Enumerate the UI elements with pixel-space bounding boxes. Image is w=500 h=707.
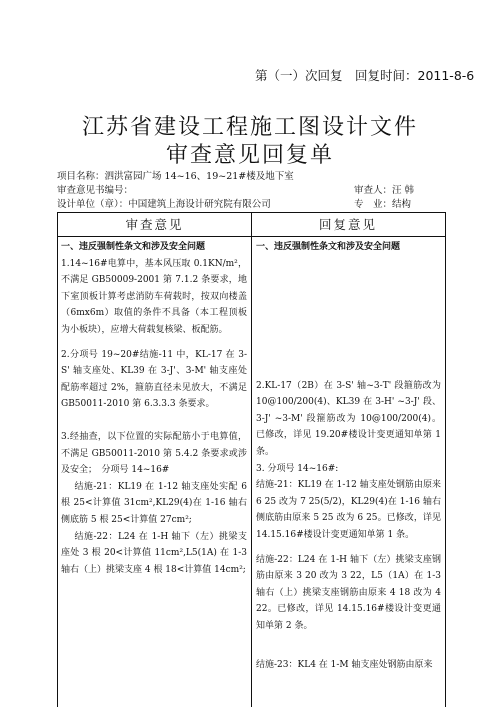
section-heading: 一、违反强制性条文和涉及安全问题 bbox=[61, 242, 206, 252]
reviewer: 审查人：汪 韩 bbox=[354, 185, 415, 196]
project-name: 项目名称：泗洪富园广场 14~16、19~21#楼及地下室 bbox=[57, 171, 294, 182]
reply-item-3-detail-22: 结施-22：L24 在 1-H 轴下（左）挑梁支座钢筋由原来 3 20 改为 3 22，L5（1A）在 1-3 轴右（上）挑梁支座钢筋由原来 4 18 改为 4 22。已修改，详见 14.15.16#楼设计变更通知单第 2 条。 bbox=[256, 554, 441, 631]
reply-item-3-detail-21: 结施-21：KL19 在 1-12 轴支座处钢筋由原来 6 25 改为 7 25(5/2)，KL29(4)在 1-16 轴右侧底筋由原来 5 25 改为 6 25。已修改，详见 14.15.16#楼设计变更通知单第 1 条。 bbox=[256, 480, 441, 540]
reply-item-3: 3. 分项号 14~16#: bbox=[256, 463, 339, 474]
review-item-3-detail-22: 结施-22：L24 在 1-H 轴下（左）挑梁支座处 3 根 20<计算值 11cm²,L5(1A) 在 1-3 轴右（上）挑梁支座 4 根 18<计算值 14cm²; bbox=[61, 531, 247, 575]
reply-item-3-detail-23: 结施-23：KL4 在 1-M 轴支座处钢筋由原来 bbox=[256, 659, 433, 670]
design-unit: 设计单位（章）：中国建筑上海设计研究院有限公司 bbox=[57, 199, 271, 210]
review-item-1: 1.14~16#电算中，基本风压取 0.1KN/m²，不满足 GB50009-2001 第 7.1.2 条要求，地下室顶板计算考虑消防车荷载时，按双向楼盖（6mx6m）取值的条件不具备（本工程顶板为小板块），应增大荷载复核梁、板配筋。 bbox=[61, 258, 247, 335]
document-subtitle: 审查意见回复单 bbox=[165, 143, 334, 168]
section-heading: 一、违反强制性条文和涉及安全问题 bbox=[256, 242, 401, 252]
review-item-3-detail-21: 结施-21：KL19 在 1-12 轴支座处实配 6 根 25<计算值 31cm²,KL29(4)在 1-16 轴右侧底筋 5 根 25<计算值 27cm²; bbox=[61, 481, 247, 525]
reply-round-and-date: 第（一）次回复 回复时间：2011-8-6 bbox=[255, 68, 475, 83]
header-divider bbox=[58, 236, 445, 237]
review-opinion-header: 审查意见 bbox=[125, 217, 184, 232]
review-opinion-column bbox=[61, 239, 247, 578]
reply-item-2: 2.KL-17（2B）在 3-S' 轴~3-T' 段箍筋改为 10@100/200(4)、KL39 在 3-H' ~3-J' 段、3-J' ~3-M' 段箍筋改为 10@100/200(4)。已修改，详见 19.20#楼设计变更通知单第 1 条。 bbox=[256, 380, 441, 457]
review-item-2: 2.分项号 19~20#结施-11 中，KL-17 在 3-S' 轴支座处、KL39 在 3-J'、3-M' 轴支座处配筋率超过 2%，箍筋直径未见放大，不满足 GB50011-2010 第 6.3.3.3 条要求。 bbox=[61, 349, 247, 410]
reply-opinion-column bbox=[256, 239, 441, 673]
opinion-number: 审查意见书编号： bbox=[57, 185, 134, 196]
column-divider bbox=[251, 213, 252, 707]
document-title: 江苏省建设工程施工图设计文件 bbox=[81, 115, 418, 140]
reply-opinion-header: 回复意见 bbox=[318, 217, 377, 232]
specialty: 专 业：结构 bbox=[354, 199, 412, 210]
review-item-3: 3.经抽查，以下位置的实际配筋小于电算值，不满足 GB50011-2010 第 5.4.2 条要求或涉及安全； 分项号 14~16# bbox=[61, 431, 247, 476]
review-table bbox=[57, 212, 446, 707]
